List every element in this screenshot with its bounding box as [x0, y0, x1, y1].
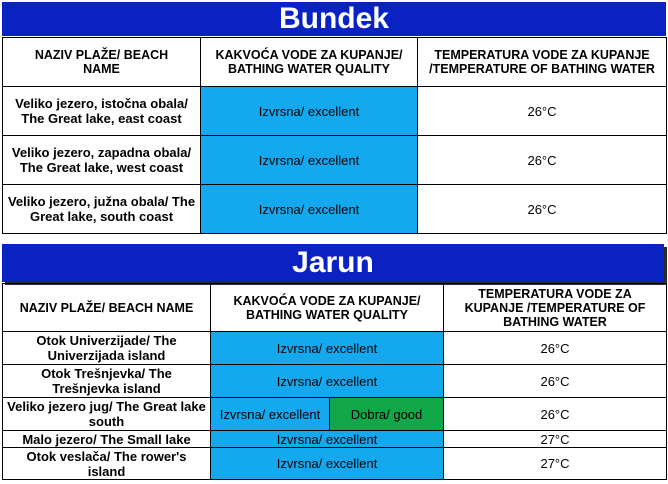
header-beach-name: NAZIV PLAŽE/ BEACH NAME — [3, 284, 211, 332]
water-temperature: 26°C — [444, 365, 667, 398]
water-quality: Izvrsna/ excellent — [211, 431, 444, 448]
water-quality: Izvrsna/ excellent — [201, 136, 418, 185]
table-row — [3, 431, 667, 448]
beach-name: Otok Trešnjevka/ The Trešnjevka island — [3, 365, 211, 398]
beach-name: Otok Univerzijade/ The Univerzijada island — [3, 332, 211, 365]
header-water-temperature: TEMPERATURA VODE ZA KUPANJE /TEMPERATURE OF BATHING WATER — [418, 38, 667, 87]
table-row — [3, 448, 667, 480]
water-temperature: 26°C — [418, 87, 667, 136]
water-quality-secondary: Dobra/ good — [330, 398, 444, 431]
beach-name: Otok veslača/ The rower's island — [3, 448, 211, 480]
beach-name: Veliko jezero jug/ The Great lake south — [3, 398, 211, 431]
water-temperature: 26°C — [418, 136, 667, 185]
water-quality: Izvrsna/ excellent — [201, 87, 418, 136]
water-quality: Izvrsna/ excellent — [201, 185, 418, 234]
water-quality: Izvrsna/ excellent — [211, 448, 444, 480]
table-row — [3, 185, 667, 234]
table-row — [3, 87, 667, 136]
water-quality: Izvrsna/ excellent — [211, 365, 444, 398]
water-quality: Izvrsna/ excellent — [211, 398, 330, 431]
jarun-table — [2, 283, 667, 480]
table-row — [3, 365, 667, 398]
water-temperature: 27°C — [444, 448, 667, 480]
table-header-row — [3, 284, 667, 332]
header-water-temperature: TEMPERATURA VODE ZA KUPANJE /TEMPERATURE OF BATHING WATER — [444, 284, 667, 332]
header-water-quality: KAKVOĆA VODE ZA KUPANJE/ BATHING WATER QUALITY — [211, 284, 444, 332]
water-temperature: 26°C — [444, 398, 667, 431]
bundek-title: Bundek — [2, 2, 666, 36]
header-beach-name: NAZIV PLAŽE/ BEACH NAME — [3, 38, 201, 87]
beach-name: Malo jezero/ The Small lake — [3, 431, 211, 448]
header-water-quality: KAKVOĆA VODE ZA KUPANJE/ BATHING WATER QUALITY — [201, 38, 418, 87]
table-header-row — [3, 38, 667, 87]
water-quality: Izvrsna/ excellent — [211, 332, 444, 365]
beach-name: Veliko jezero, istočna obala/ The Great lake, east coast — [3, 87, 201, 136]
water-temperature: 26°C — [444, 332, 667, 365]
jarun-title: Jarun — [2, 244, 664, 282]
water-temperature: 27°C — [444, 431, 667, 448]
table-row — [3, 398, 667, 431]
beach-name: Veliko jezero, južna obala/ The Great lake, south coast — [3, 185, 201, 234]
water-temperature: 26°C — [418, 185, 667, 234]
beach-name: Veliko jezero, zapadna obala/ The Great lake, west coast — [3, 136, 201, 185]
bundek-table — [2, 37, 667, 234]
table-row — [3, 136, 667, 185]
table-row — [3, 332, 667, 365]
